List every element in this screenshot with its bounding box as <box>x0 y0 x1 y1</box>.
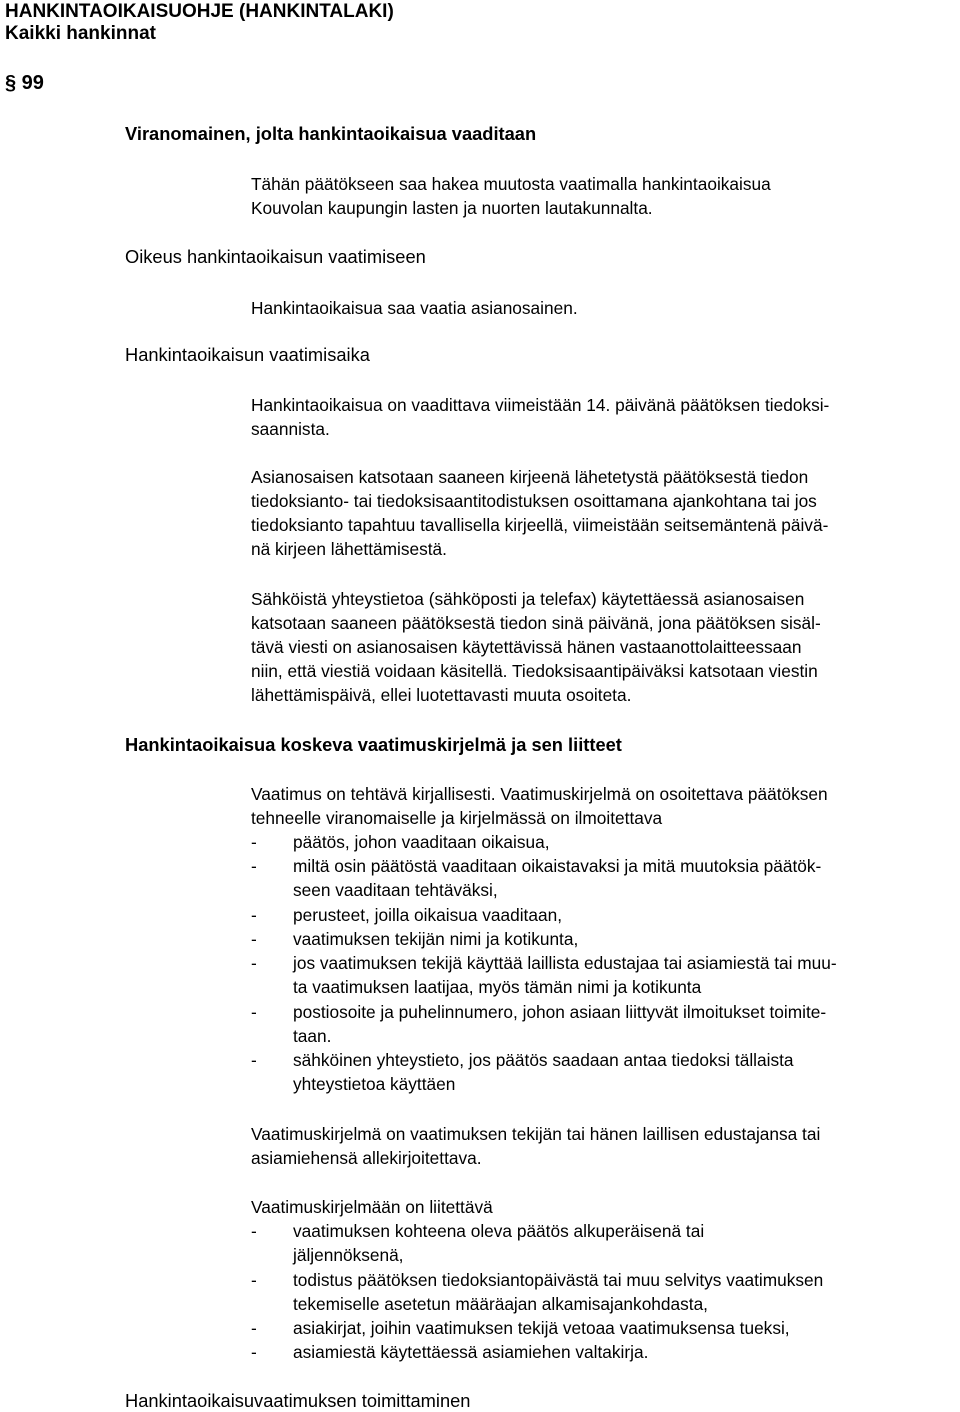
time-p2-line: Asianosaisen katsotaan saaneen kirjeenä lähetetystä päätöksestä tiedon <box>251 467 809 487</box>
list-bullet: - <box>251 1318 257 1338</box>
time-p2-line: nä kirjeen lähettämisestä. <box>251 539 447 559</box>
time-p2-line: tiedoksianto- tai tiedoksisaantitodistuksen osoittamana ajankohtana tai jos <box>251 491 817 511</box>
time-p3-line: lähettämispäivä, ellei luotettavasti muuta osoiteta. <box>251 685 632 705</box>
document-intro-line: Vaatimus on tehtävä kirjallisesti. Vaatimuskirjelmä on osoitettava päätöksen <box>251 784 828 804</box>
attachments-intro: Vaatimuskirjelmään on liitettävä <box>251 1197 493 1217</box>
time-p1-line: Hankintaoikaisua on vaadittava viimeistään 14. päivänä päätöksen tiedoksi- <box>251 395 830 415</box>
list-item: perusteet, joilla oikaisua vaaditaan, <box>293 905 562 925</box>
document-subtitle: Kaikki hankinnat <box>5 23 156 44</box>
list-item: päätös, johon vaaditaan oikaisua, <box>293 832 550 852</box>
heading-authority: Viranomainen, jolta hankintaoikaisua vaaditaan <box>125 123 537 144</box>
time-p2-line: tiedoksianto tapahtuu tavallisella kirjeellä, viimeistään seitsemäntenä päivä- <box>251 515 829 535</box>
list-item: miltä osin päätöstä vaaditaan oikaistavaksi ja mitä muutoksia päätök- <box>293 856 822 876</box>
time-p3-line: niin, että viestiä voidaan käsitellä. Tiedoksisaantipäiväksi katsotaan viestin <box>251 661 818 681</box>
list-item: vaatimuksen tekijän nimi ja kotikunta, <box>293 929 579 949</box>
document-title: HANKINTAOIKAISUOHJE (HANKINTALAKI) <box>5 1 394 22</box>
attachment-item-continuation: jäljennöksenä, <box>293 1245 404 1265</box>
heading-right: Oikeus hankintaoikaisun vaatimiseen <box>125 246 426 267</box>
attachment-item: vaatimuksen kohteena oleva päätös alkuperäisenä tai <box>293 1221 705 1241</box>
attachment-item: asiakirjat, joihin vaatimuksen tekijä vetoaa vaatimuksensa tueksi, <box>293 1318 790 1338</box>
list-item: postiosoite ja puhelinnumero, johon asiaan liittyvät ilmoitukset toimite- <box>293 1002 827 1022</box>
list-bullet: - <box>251 832 257 852</box>
heading-delivery: Hankintaoikaisuvaatimuksen toimittaminen <box>125 1390 471 1411</box>
list-item-continuation: ta vaatimuksen laatijaa, myös tämän nimi ja kotikunta <box>293 977 702 997</box>
list-bullet: - <box>251 856 257 876</box>
heading-document: Hankintaoikaisua koskeva vaatimuskirjelmä ja sen liitteet <box>125 734 622 755</box>
list-bullet: - <box>251 929 257 949</box>
section-number: § 99 <box>5 72 44 94</box>
attachment-item: asiamiestä käytettäessä asiamiehen valtakirja. <box>293 1342 649 1362</box>
list-item-continuation: yhteystietoa käyttäen <box>293 1074 456 1094</box>
list-bullet: - <box>251 1270 257 1290</box>
signed-line: Vaatimuskirjelmä on vaatimuksen tekijän tai hänen laillisen edustajansa tai <box>251 1124 821 1144</box>
right-line: Hankintaoikaisua saa vaatia asianosainen. <box>251 298 578 318</box>
signed-line: asiamiehensä allekirjoitettava. <box>251 1148 482 1168</box>
attachment-item: todistus päätöksen tiedoksiantopäivästä tai muu selvitys vaatimuksen <box>293 1270 824 1290</box>
list-bullet: - <box>251 1002 257 1022</box>
list-item: sähköinen yhteystieto, jos päätös saadaan antaa tiedoksi tällaista <box>293 1050 794 1070</box>
heading-time: Hankintaoikaisun vaatimisaika <box>125 344 370 365</box>
time-p3-line: katsotaan saaneen päätöksestä tiedon sinä päivänä, jona päätöksen sisäl- <box>251 613 821 633</box>
document-intro-line: tehneelle viranomaiselle ja kirjelmässä on ilmoitettava <box>251 808 663 828</box>
list-bullet: - <box>251 1221 257 1241</box>
list-item-continuation: taan. <box>293 1026 332 1046</box>
list-bullet: - <box>251 1342 257 1362</box>
list-bullet: - <box>251 905 257 925</box>
authority-line: Tähän päätökseen saa hakea muutosta vaatimalla hankintaoikaisua <box>251 174 771 194</box>
time-p3-line: tävä viesti on asianosaisen käytettävissä hänen vastaanottolaitteessaan <box>251 637 802 657</box>
attachment-item-continuation: tekemiselle asetetun määräajan alkamisajankohdasta, <box>293 1294 708 1314</box>
time-p3-line: Sähköistä yhteystietoa (sähköposti ja telefax) käytettäessä asianosaisen <box>251 589 805 609</box>
list-bullet: - <box>251 953 257 973</box>
list-item: jos vaatimuksen tekijä käyttää laillista edustajaa tai asiamiestä tai muu- <box>293 953 837 973</box>
authority-line: Kouvolan kaupungin lasten ja nuorten lautakunnalta. <box>251 198 653 218</box>
list-bullet: - <box>251 1050 257 1070</box>
time-p1-line: saannista. <box>251 419 330 439</box>
list-item-continuation: seen vaaditaan tehtäväksi, <box>293 880 498 900</box>
